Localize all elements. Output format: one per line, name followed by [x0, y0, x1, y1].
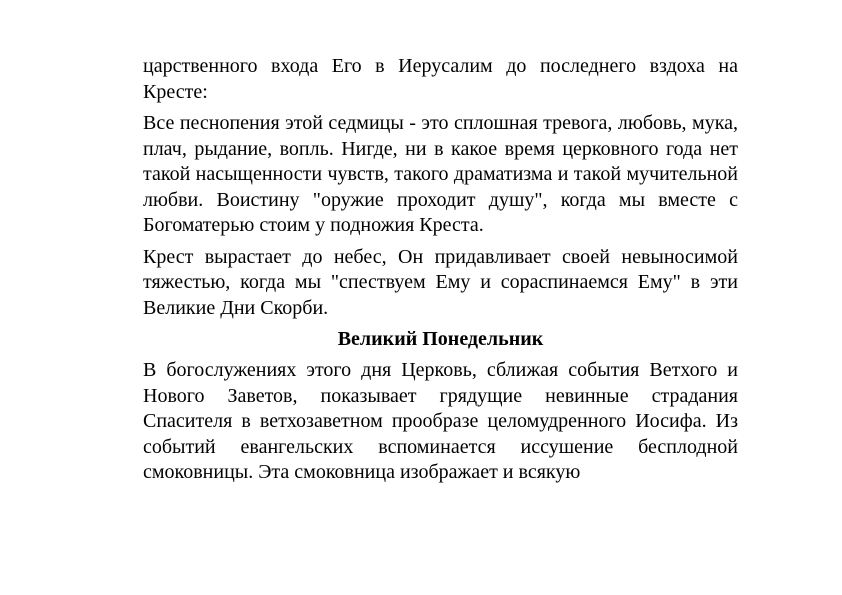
paragraph-cross: Крест вырастает до небес, Он придавливает своей невыносимой тяжестью, когда мы "спествуем Ему и сораспинаемся Ему" в эти Великие Дни Скорби. [143, 245, 738, 319]
section-heading: Великий Понедельник [337, 328, 544, 350]
paragraph-hymns: Все песнопения этой седмицы - это сплошная тревога, любовь, мука, плач, рыдание, вопль. Нигде, ни в какое время церковного года нет такой насыщенности чувств, такого драматизма и такой мучительной любви. Воистину "оружие проходит душу", когда мы вместе с Богоматерью стоим у подножия Креста. [143, 112, 738, 236]
paragraph-monday: В богослужениях этого дня Церковь, сближая события Ветхого и Нового Заветов, показывает грядущие невинные страдания Спасителя в ветхозаветном прообразе целомудренного Иосифа. Из событий евангельских вспоминается иссушение бесплодной смоковницы. Эта смоковница изображает и всякую [143, 359, 738, 483]
document-page [143, 54, 738, 486]
paragraph-intro: царственного входа Его в Иерусалим до последнего вздоха на Кресте: [143, 55, 738, 103]
